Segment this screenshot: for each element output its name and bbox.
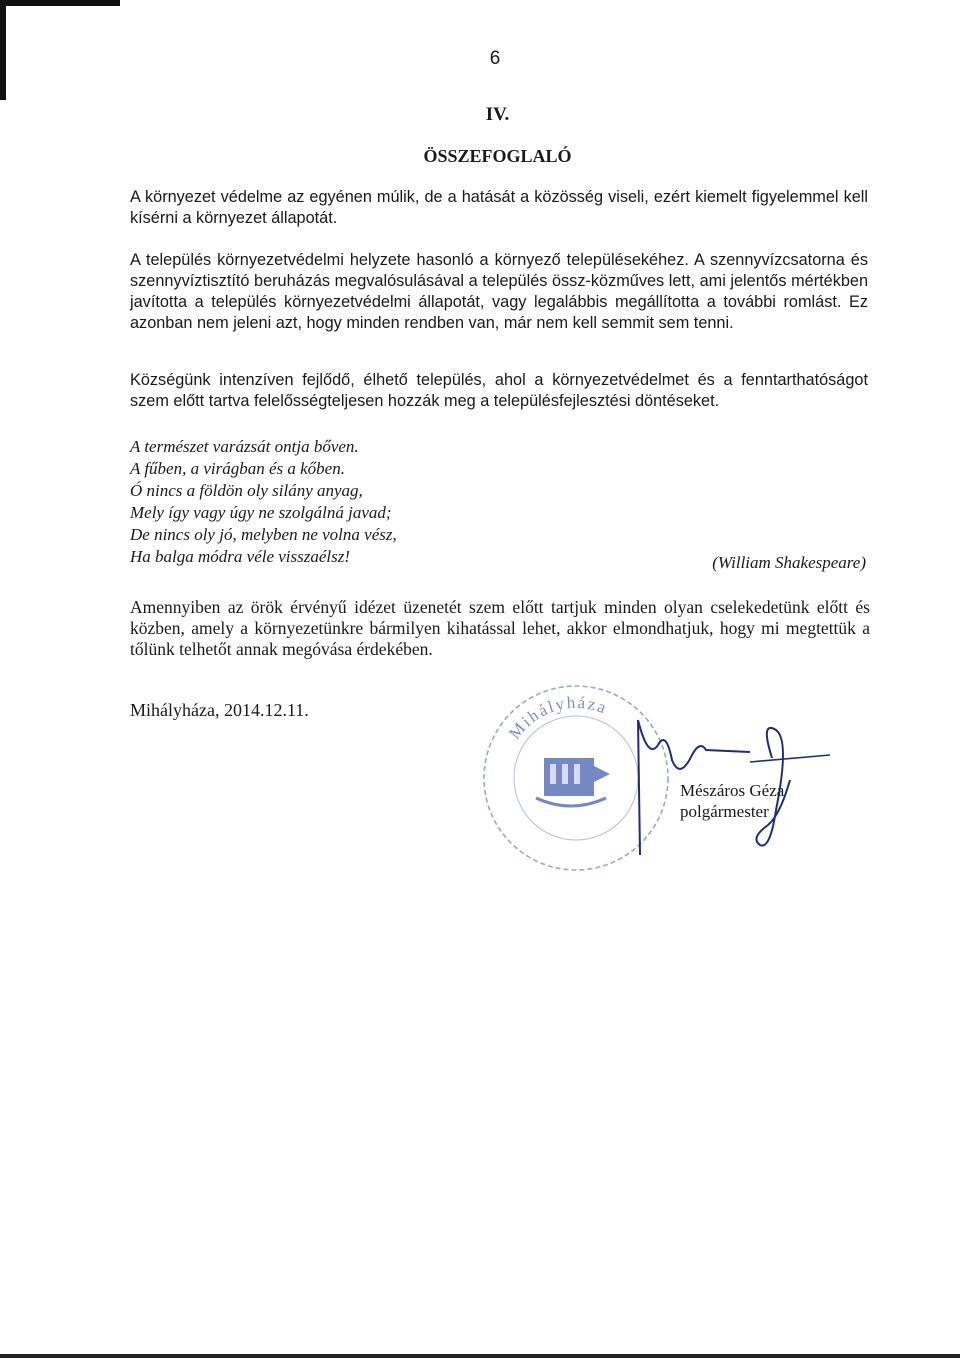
- coat-of-arms-icon: [536, 758, 610, 806]
- signer-name: Mészáros Géza: [680, 781, 785, 800]
- scan-edge-bottom: [0, 1354, 960, 1358]
- poem-line: A fűben, a virágban és a kőben.: [130, 459, 345, 478]
- stamp-text: Mihályháza: [504, 692, 611, 743]
- poem-line: Ó nincs a földön oly silány anyag,: [130, 481, 363, 500]
- section-title: ÖSSZEFOGLALÓ: [423, 146, 572, 166]
- signer-block: [680, 780, 784, 822]
- paragraph-3: Községünk intenzíven fejlődő, élhető település, ahol a környezetvédelmet és a fenntarthatóságot szem előtt tartva felelősségteljesen hozzák meg a településfejlesztési döntéseket.: [130, 371, 868, 410]
- scan-edge-top: [0, 0, 120, 6]
- poem-line: Ha balga módra véle visszaélsz!: [130, 547, 351, 566]
- poem: [130, 436, 397, 568]
- closing-paragraph: Amennyiben az örök érvényű idézet üzenetét szem előtt tartjuk minden olyan cselekedetünk előtt és közben, amely a környezetünkre bármilyen kihatással lehet, akkor elmondhatjuk, hogy mi megtettük a tőlünk telhetőt annak megóvása érdekében.: [130, 597, 870, 659]
- place-and-date: Mihályháza, 2014.12.11.: [130, 700, 309, 720]
- paragraph-1: A környezet védelme az egyénen múlik, de a hatását a közösség viseli, ezért kiemelt figyelemmel kell kísérni a környezet állapotát.: [130, 188, 868, 227]
- poem-attribution: (William Shakespeare): [712, 553, 866, 572]
- paragraph-2: A település környezetvédelmi helyzete hasonló a környező településekéhez. A szennyvízcsatorna és szennyvíztisztító beruházás megvalósulásával a település össz-közműves lett, ami jelentős mértékben javította a település környezetvédelmi állapotát, vagy legalábbis megállította a további romlást. Ez azonban nem jeleni azt, hogy minden rendben van, már nem kell semmit sem tenni.: [130, 251, 868, 332]
- poem-line: De nincs oly jó, melyben ne volna vész,: [130, 525, 397, 544]
- poem-line: A természet varázsát ontja bőven.: [130, 437, 359, 456]
- poem-line: Mely így vagy úgy ne szolgálná javad;: [130, 503, 392, 522]
- chapter-heading: IV.: [485, 104, 510, 125]
- signer-title: polgármester: [680, 802, 769, 821]
- page-number: 6: [489, 48, 501, 69]
- svg-text:Mihályháza: [505, 693, 611, 743]
